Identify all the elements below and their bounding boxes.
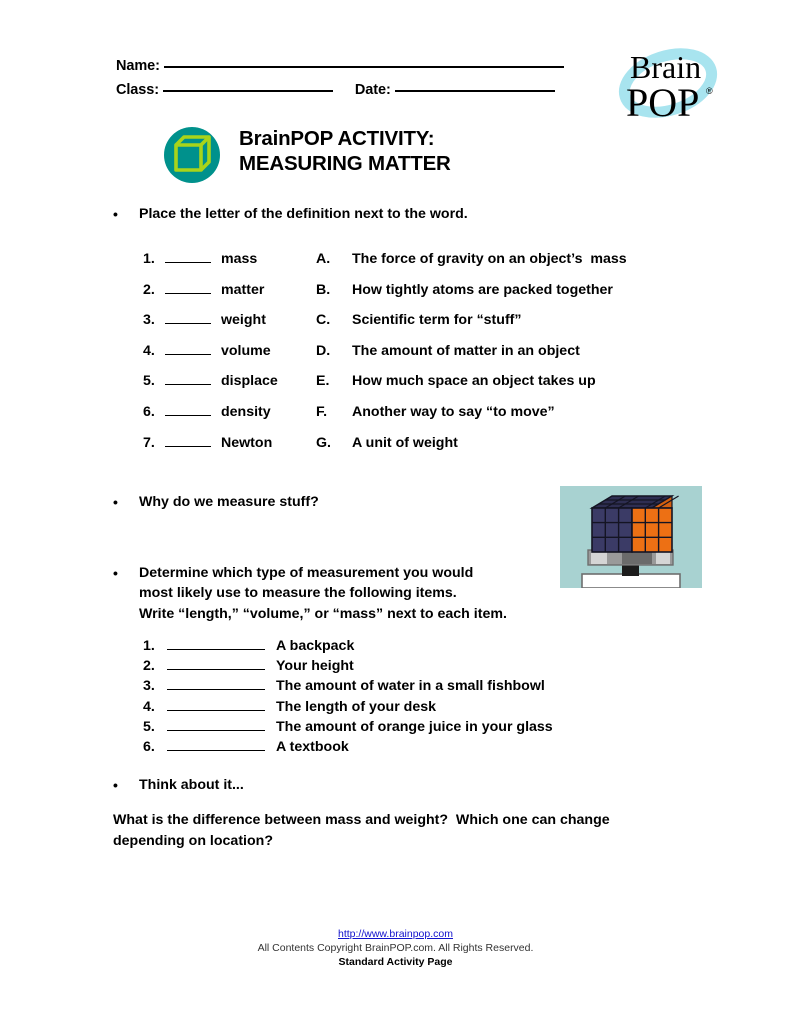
answer-blank[interactable] [167, 637, 265, 650]
item-number: 6. [143, 738, 155, 755]
definition-letter: E. [316, 373, 330, 390]
brainpop-logo [614, 36, 722, 130]
name-field-row [116, 58, 676, 74]
determine-line-1: Determine which type of measurement you would [139, 565, 474, 581]
item-number: 1. [143, 638, 155, 654]
term-number: 2. [143, 281, 155, 298]
term-number: 6. [143, 403, 155, 420]
item-number: 5. [143, 718, 155, 735]
term-number: 7. [143, 434, 155, 451]
title-line-2: MEASURING MATTER [239, 151, 451, 175]
rubiks-cube-on-scale-image [560, 486, 702, 588]
definition-text: Another way to say “to move” [352, 403, 555, 420]
svg-text:®: ® [706, 86, 713, 96]
item-text: The amount of water in a small fishbowl [276, 678, 545, 695]
term-number: 4. [143, 342, 155, 359]
answer-blank[interactable] [167, 698, 265, 711]
item-text: A backpack [276, 638, 355, 654]
closing-question [113, 810, 683, 851]
list-item [143, 657, 663, 677]
item-number: 3. [143, 678, 155, 695]
item-number: 4. [143, 698, 155, 715]
think-about-it-prompt [113, 775, 513, 795]
class-label: Class: [116, 82, 159, 98]
list-item [143, 738, 663, 758]
determine-instruction-text [139, 563, 507, 624]
why-measure-text [139, 492, 319, 512]
title-line-1: BrainPOP ACTIVITY: [239, 127, 435, 150]
definition-letter: D. [316, 342, 331, 359]
brainpop-url-link[interactable]: http://www.brainpop.com [338, 928, 453, 940]
answer-blank[interactable] [165, 310, 211, 324]
definition-letter: G. [316, 434, 331, 451]
definition-text: The amount of matter in an object [352, 342, 580, 359]
item-text: The amount of orange juice in your glass [276, 718, 553, 735]
determine-line-3: Write “length,” “volume,” or “mass” next to each item. [139, 605, 507, 622]
item-text: Your height [276, 658, 354, 675]
item-text: A textbook [276, 738, 349, 755]
term-number: 3. [143, 312, 155, 329]
activity-title-block [163, 126, 451, 184]
copyright-text: All Contents Copyright BrainPOP.com. All Rights Reserved. [257, 941, 534, 954]
class-write-in-line[interactable] [163, 90, 333, 92]
table-row [143, 249, 673, 280]
answer-blank[interactable] [167, 738, 265, 751]
bullet-icon: • [113, 494, 118, 510]
table-row [143, 402, 673, 433]
svg-text:Brain: Brain [630, 49, 702, 85]
cube-icon [163, 126, 221, 184]
answer-blank[interactable] [167, 718, 265, 731]
definition-text: The force of gravity on an object’s mass [352, 251, 627, 267]
item-text: The length of your desk [276, 698, 437, 715]
definition-text: A unit of weight [352, 434, 458, 451]
measurement-items-list [143, 637, 663, 758]
list-item [143, 677, 663, 697]
class-date-field-row [116, 82, 676, 98]
closing-line-2: depending on location? [113, 832, 273, 849]
matching-instruction-text [139, 204, 468, 224]
answer-blank[interactable] [165, 341, 211, 355]
table-row [143, 310, 673, 341]
svg-text:POP: POP [626, 80, 700, 125]
bullet-icon: • [113, 777, 118, 793]
term-word: Newton [221, 434, 273, 451]
definition-letter: F. [316, 403, 328, 420]
table-row [143, 341, 673, 372]
determine-line-2: most likely use to measure the following items. [139, 585, 457, 602]
page-type-label: Standard Activity Page [338, 955, 453, 968]
table-row [143, 433, 673, 464]
table-row [143, 280, 673, 311]
term-word: mass [221, 251, 258, 267]
definition-letter: A. [316, 251, 331, 267]
term-word: volume [221, 342, 271, 359]
answer-blank[interactable] [165, 371, 211, 385]
name-label: Name: [116, 58, 160, 74]
list-item [143, 698, 663, 718]
answer-blank[interactable] [165, 433, 211, 447]
name-write-in-line[interactable] [164, 66, 564, 68]
activity-title [239, 126, 451, 177]
definition-letter: C. [316, 312, 331, 329]
why-prompt-line: Why do we measure stuff? [139, 494, 319, 510]
term-word: density [221, 403, 271, 420]
term-number: 1. [143, 251, 155, 267]
table-row [143, 371, 673, 402]
term-word: displace [221, 373, 278, 390]
term-word: matter [221, 281, 265, 298]
answer-blank[interactable] [167, 657, 265, 670]
date-label: Date: [354, 82, 391, 98]
term-number: 5. [143, 373, 155, 390]
item-number: 2. [143, 658, 155, 675]
answer-blank[interactable] [165, 249, 211, 263]
student-info-fields [116, 58, 676, 106]
definition-text: How much space an object takes up [352, 373, 596, 390]
closing-line-1: What is the difference between mass and weight? Which one can change [113, 812, 610, 828]
answer-blank[interactable] [167, 677, 265, 690]
page-footer [0, 928, 791, 970]
list-item [143, 718, 663, 738]
determine-measurement-instruction [113, 563, 563, 624]
definition-text: How tightly atoms are packed together [352, 281, 613, 298]
answer-blank[interactable] [165, 402, 211, 416]
definition-letter: B. [316, 281, 331, 298]
think-about-it-text [139, 775, 244, 795]
definition-text: Scientific term for “stuff” [352, 312, 522, 329]
matching-prompt-line: Place the letter of the definition next to the word. [139, 206, 468, 222]
date-write-in-line[interactable] [395, 90, 555, 92]
matching-instruction [113, 204, 673, 224]
matching-exercise [143, 249, 673, 463]
bullet-icon: • [113, 565, 118, 581]
term-word: weight [221, 312, 266, 329]
answer-blank[interactable] [165, 280, 211, 294]
list-item [143, 637, 663, 657]
think-prompt-line: Think about it... [139, 777, 244, 793]
why-measure-question [113, 492, 543, 512]
bullet-icon: • [113, 206, 118, 222]
